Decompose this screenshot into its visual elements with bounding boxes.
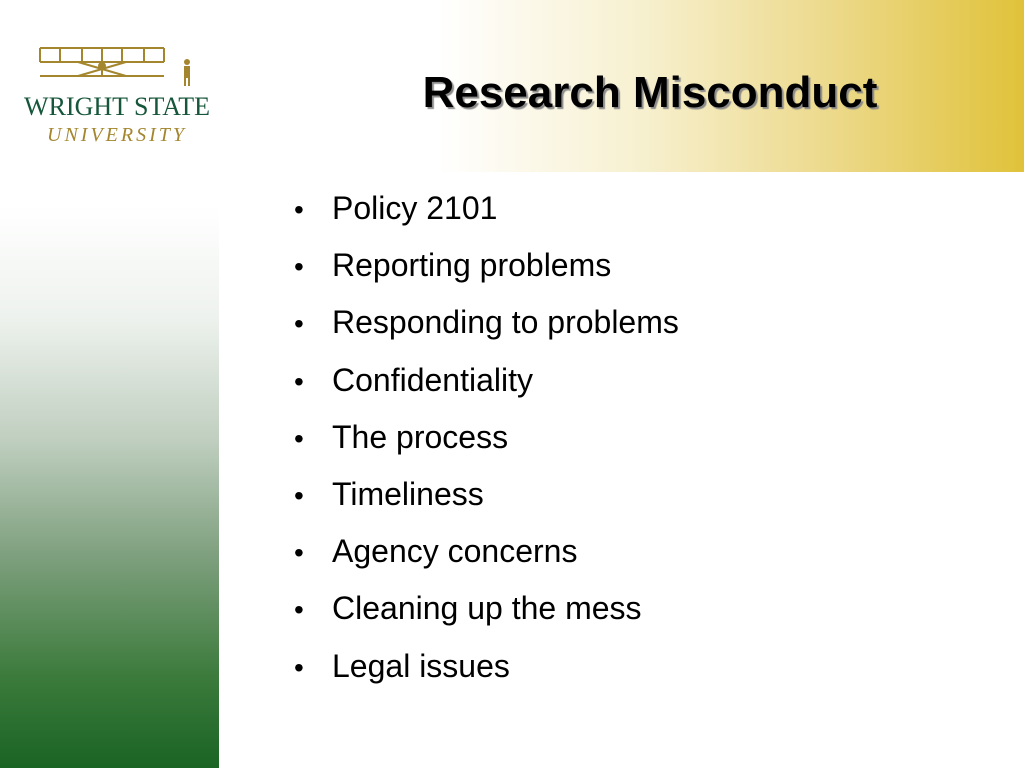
list-item-text: Agency concerns: [332, 533, 578, 570]
list-item-text: Timeliness: [332, 475, 484, 512]
bullet-icon: •: [294, 308, 304, 340]
list-item-text: Confidentiality: [332, 361, 533, 398]
list-item-text: Legal issues: [332, 647, 510, 684]
university-logo: [8, 40, 222, 152]
list-item-text: Reporting problems: [332, 247, 612, 284]
list-item: [294, 476, 994, 533]
sidebar-gradient-band: [0, 205, 219, 768]
list-item-text: Policy 2101: [332, 190, 498, 226]
bullet-icon: •: [294, 594, 304, 626]
bullet-icon: •: [294, 365, 304, 397]
bullet-icon: •: [294, 194, 304, 225]
list-item: [294, 419, 994, 476]
logo-subtitle: UNIVERSITY: [47, 124, 187, 146]
wright-flyer-icon: [38, 42, 198, 92]
logo-wordmark: WRIGHT STATE: [24, 92, 210, 121]
slide-title: Research Misconduct: [422, 68, 878, 117]
bullet-icon: •: [294, 651, 304, 683]
bullet-icon: •: [294, 251, 304, 283]
bullet-icon: •: [294, 479, 304, 511]
list-item: [294, 190, 994, 247]
list-item: [294, 247, 994, 304]
list-item-text: Responding to problems: [332, 304, 679, 341]
list-item: [294, 362, 994, 419]
list-item: [294, 533, 994, 590]
list-item: [294, 590, 994, 647]
list-item-text: The process: [332, 418, 509, 455]
list-item: [294, 648, 994, 705]
bullet-icon: •: [294, 422, 304, 454]
bullet-icon: •: [294, 537, 304, 569]
list-item: [294, 304, 994, 361]
bullet-list: [294, 190, 994, 705]
list-item-text: Cleaning up the mess: [332, 590, 642, 627]
